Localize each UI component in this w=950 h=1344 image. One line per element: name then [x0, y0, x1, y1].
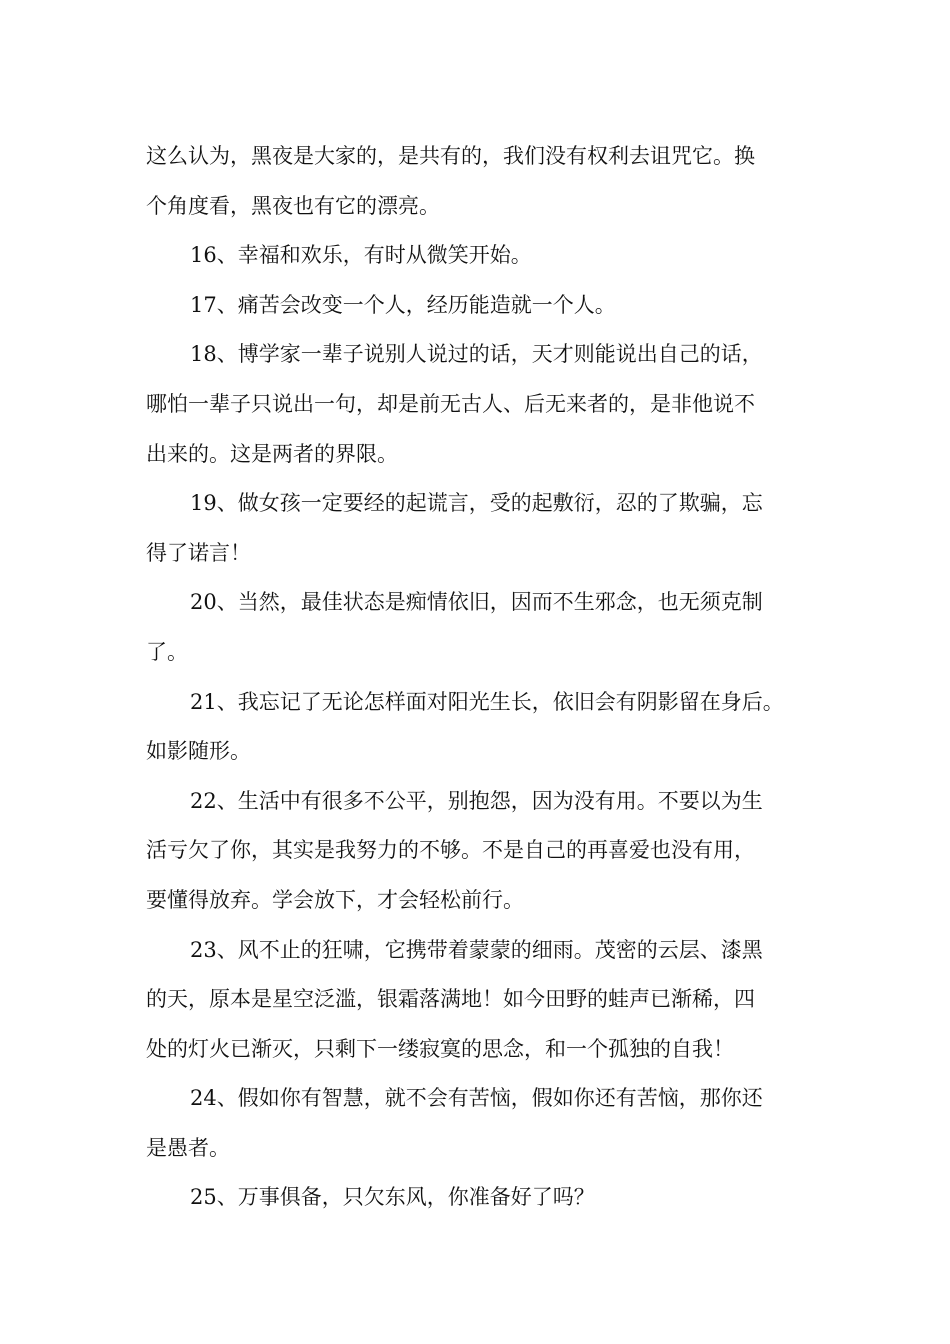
paragraph-item-22 [146, 777, 818, 926]
text-line: 的天，原本是星空泛滥，银霜落满地！如今田野的蛙声已渐稀，四 [146, 987, 755, 1012]
text-line: 如影随形。 [146, 739, 251, 764]
text-line: 处的灯火已渐灭，只剩下一缕寂寞的思念，和一个孤独的自我！ [146, 1036, 734, 1061]
text-line: 是愚者。 [146, 1135, 230, 1160]
text-line: 了。 [146, 639, 188, 664]
text-line: 20、当然，最佳状态是痴情依旧，因而不生邪念，也无须克制 [190, 590, 763, 615]
document-body [146, 132, 818, 1223]
text-line: 23、风不止的狂啸，它携带着蒙蒙的细雨。茂密的云层、漆黑 [190, 937, 763, 962]
text-line: 出来的。这是两者的界限。 [146, 441, 398, 466]
text-line: 18、博学家一辈子说别人说过的话，天才则能说出自己的话， [190, 342, 763, 367]
paragraph-item-20 [146, 578, 818, 677]
text-line: 25、万事俱备，只欠东风，你准备好了吗？ [190, 1185, 595, 1210]
paragraph-item-25 [146, 1173, 818, 1223]
paragraph-continuation [146, 132, 818, 231]
paragraph-item-21 [146, 678, 818, 777]
text-line: 19、做女孩一定要经的起谎言，受的起敷衍，忍的了欺骗，忘 [190, 491, 763, 516]
text-line: 活亏欠了你，其实是我努力的不够。不是自己的再喜爱也没有用， [146, 838, 755, 863]
paragraph-item-18 [146, 330, 818, 479]
paragraph-item-17 [146, 281, 818, 331]
text-line: 得了诺言！ [146, 540, 251, 565]
text-line: 24、假如你有智慧，就不会有苦恼，假如你还有苦恼，那你还 [190, 1086, 763, 1111]
paragraph-item-23 [146, 926, 818, 1075]
text-line: 17、痛苦会改变一个人，经历能造就一个人。 [190, 292, 616, 317]
paragraph-item-16 [146, 231, 818, 281]
paragraph-item-24 [146, 1074, 818, 1173]
text-line: 哪怕一辈子只说出一句，却是前无古人、后无来者的，是非他说不 [146, 391, 755, 416]
text-line: 个角度看，黑夜也有它的漂亮。 [146, 193, 440, 218]
text-line: 这么认为，黑夜是大家的，是共有的，我们没有权利去诅咒它。换 [146, 144, 755, 168]
text-line: 要懂得放弃。学会放下，才会轻松前行。 [146, 887, 524, 912]
text-line: 16、幸福和欢乐，有时从微笑开始。 [190, 243, 532, 268]
text-line: 21、我忘记了无论怎样面对阳光生长，依旧会有阴影留在身后。 [190, 689, 784, 714]
text-line: 22、生活中有很多不公平，别抱怨，因为没有用。不要以为生 [190, 788, 763, 813]
paragraph-item-19 [146, 479, 818, 578]
